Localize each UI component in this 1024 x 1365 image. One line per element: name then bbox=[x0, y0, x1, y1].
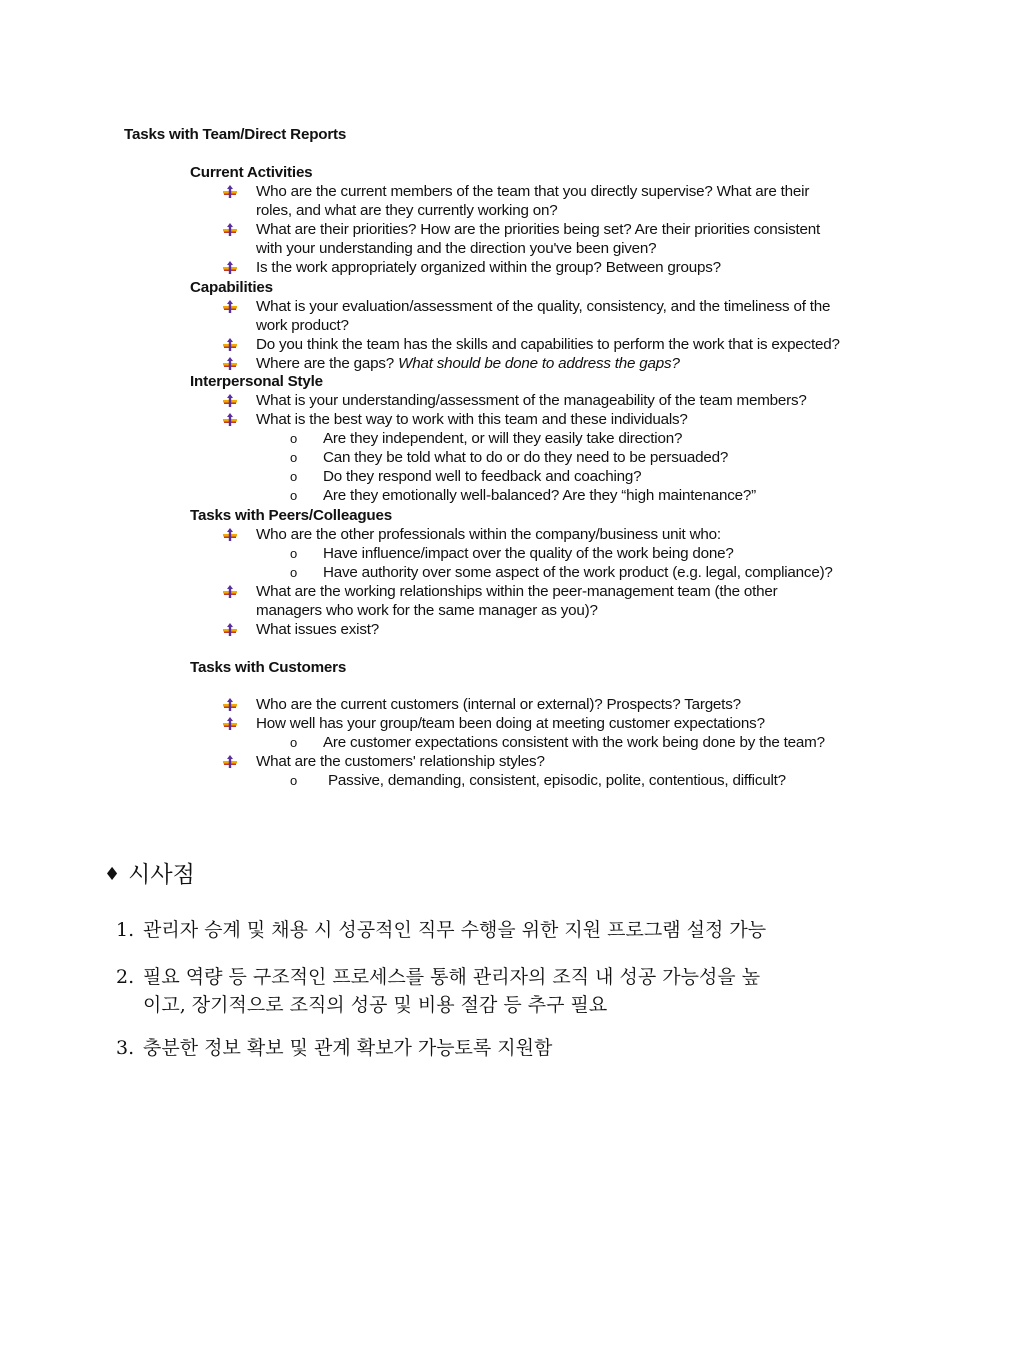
checklist-item-text: What are the working relationships within the peer-management team (the other bbox=[256, 583, 778, 600]
checklist-section bbox=[190, 163, 930, 277]
checklist-section bbox=[190, 278, 930, 373]
checklist-item-line bbox=[256, 582, 930, 601]
circle-bullet-icon: o bbox=[290, 431, 298, 446]
checklist-sub-item bbox=[190, 486, 930, 505]
checklist-item-text: What issues exist? bbox=[256, 621, 380, 638]
circle-bullet-icon: o bbox=[290, 488, 298, 503]
arrow-plus-bullet-icon bbox=[222, 300, 238, 314]
checklist-section bbox=[190, 658, 930, 790]
checklist-item bbox=[190, 620, 930, 639]
checklist-item bbox=[190, 391, 930, 410]
checklist-item bbox=[190, 525, 930, 544]
checklist-item bbox=[190, 354, 930, 373]
checklist-sub-item-text: Are they emotionally well-balanced? Are they “high maintenance?” bbox=[323, 487, 756, 504]
arrow-plus-bullet-icon bbox=[222, 413, 238, 427]
checklist-item-line bbox=[256, 695, 930, 714]
checklist-item bbox=[190, 335, 930, 354]
implications-item-text: 관리자 승계 및 채용 시 성공적인 직무 수행을 위한 지원 프로그램 설정 가능 bbox=[143, 919, 767, 941]
checklist-item-continuation: work product? bbox=[256, 317, 349, 334]
checklist-sub-item-text: Passive, demanding, consistent, episodic, polite, contentious, difficult? bbox=[328, 772, 786, 789]
checklist-item-text: What is the best way to work with this team and these individuals? bbox=[256, 411, 688, 428]
checklist-section bbox=[190, 372, 930, 505]
checklist-sub-item bbox=[190, 771, 930, 790]
checklist-item bbox=[190, 258, 930, 277]
circle-bullet-icon: o bbox=[290, 735, 298, 750]
checklist-item-text: Who are the current members of the team that you directly supervise? What are their bbox=[256, 183, 810, 200]
arrow-plus-bullet-icon bbox=[222, 338, 238, 352]
implications-heading bbox=[104, 860, 195, 890]
checklist-sub-item bbox=[190, 448, 930, 467]
checklist-item-line bbox=[256, 182, 930, 201]
checklist-item bbox=[190, 297, 930, 335]
checklist-sub-item bbox=[190, 429, 930, 448]
checklist-item bbox=[190, 695, 930, 714]
checklist-sub-item-text: Have influence/impact over the quality of the work being done? bbox=[323, 545, 734, 562]
circle-bullet-icon: o bbox=[290, 450, 298, 465]
arrow-plus-bullet-icon bbox=[222, 528, 238, 542]
checklist-item-line bbox=[256, 258, 930, 277]
checklist-item-text: What is your understanding/assessment of the manageability of the team members? bbox=[256, 392, 807, 409]
checklist-item bbox=[190, 220, 930, 258]
checklist-sub-item bbox=[190, 733, 930, 752]
implications-item-number: 2. bbox=[116, 966, 135, 988]
checklist-item-text: What are the customers' relationship styles? bbox=[256, 753, 545, 770]
checklist-item-line bbox=[256, 335, 930, 354]
implications-title: 시사점 bbox=[128, 862, 195, 888]
checklist-item-line bbox=[256, 354, 930, 373]
implications-item-text: 필요 역량 등 구조적인 프로세스를 통해 관리자의 조직 내 성공 가능성을 높 bbox=[143, 966, 761, 988]
circle-bullet-icon: o bbox=[290, 469, 298, 484]
checklist-item-text: How well has your group/team been doing at meeting customer expectations? bbox=[256, 715, 765, 732]
section-heading: Current Activities bbox=[190, 164, 313, 181]
circle-bullet-icon: o bbox=[290, 773, 298, 788]
checklist-sub-item-text: Do they respond well to feedback and coaching? bbox=[323, 468, 642, 485]
checklist-item-line bbox=[256, 714, 930, 733]
checklist-item-continuation: roles, and what are they currently working on? bbox=[256, 202, 558, 219]
section-heading: Interpersonal Style bbox=[190, 373, 323, 390]
checklist-sub-item bbox=[190, 563, 930, 582]
arrow-plus-bullet-icon bbox=[222, 357, 238, 371]
implications-item-1 bbox=[116, 916, 936, 944]
arrow-plus-bullet-icon bbox=[222, 223, 238, 237]
checklist-sub-item-text: Are they independent, or will they easily take direction? bbox=[323, 430, 683, 447]
section-heading: Tasks with Customers bbox=[190, 659, 347, 676]
implications-item-number: 1. bbox=[116, 919, 135, 941]
checklist-item-text: Do you think the team has the skills and capabilities to perform the work that is expected? bbox=[256, 336, 840, 353]
checklist-item-text: What are their priorities? How are the priorities being set? Are their priorities consistent bbox=[256, 221, 821, 238]
arrow-plus-bullet-icon bbox=[222, 698, 238, 712]
checklist-item-line bbox=[256, 391, 930, 410]
document-title: Tasks with Team/Direct Reports bbox=[124, 126, 347, 143]
checklist-item-text: What is your evaluation/assessment of the quality, consistency, and the timeliness of the bbox=[256, 298, 831, 315]
checklist-sub-item bbox=[190, 467, 930, 486]
checklist-item-line bbox=[256, 752, 930, 771]
checklist-item-continuation: managers who work for the same manager as you)? bbox=[256, 602, 598, 619]
checklist-item-text: Is the work appropriately organized within the group? Between groups? bbox=[256, 259, 721, 276]
checklist-item-line bbox=[256, 525, 930, 544]
checklist-item-line bbox=[256, 620, 930, 639]
arrow-plus-bullet-icon bbox=[222, 185, 238, 199]
arrow-plus-bullet-icon bbox=[222, 394, 238, 408]
checklist-item bbox=[190, 182, 930, 220]
checklist-item-line bbox=[256, 410, 930, 429]
arrow-plus-bullet-icon bbox=[222, 755, 238, 769]
checklist-section bbox=[190, 506, 930, 639]
checklist-item bbox=[190, 582, 930, 620]
circle-bullet-icon: o bbox=[290, 546, 298, 561]
implications-item-text-cont: 이고, 장기적으로 조직의 성공 및 비용 절감 등 추구 필요 bbox=[143, 994, 608, 1016]
checklist-item-line bbox=[256, 297, 930, 316]
arrow-plus-bullet-icon bbox=[222, 717, 238, 731]
circle-bullet-icon: o bbox=[290, 565, 298, 580]
checklist-sub-item-text: Can they be told what to do or do they need to be persuaded? bbox=[323, 449, 729, 466]
checklist-sub-item-text: Are customer expectations consistent with the work being done by the team? bbox=[323, 734, 825, 751]
arrow-plus-bullet-icon bbox=[222, 585, 238, 599]
checklist-item-text: Who are the current customers (internal or external)? Prospects? Targets? bbox=[256, 696, 741, 713]
checklist-item-text: Where are the gaps? bbox=[256, 355, 395, 372]
checklist-sub-item bbox=[190, 544, 930, 563]
arrow-plus-bullet-icon bbox=[222, 623, 238, 637]
checklist-item bbox=[190, 410, 930, 429]
checklist-item-text: Who are the other professionals within the company/business unit who: bbox=[256, 526, 721, 543]
checklist-item bbox=[190, 752, 930, 771]
checklist-item-continuation: with your understanding and the direction you've been given? bbox=[256, 240, 657, 257]
diamond-bullet-icon: ♦ bbox=[104, 864, 121, 885]
section-heading: Tasks with Peers/Colleagues bbox=[190, 507, 392, 524]
section-heading: Capabilities bbox=[190, 279, 273, 296]
implications-item-number: 3. bbox=[116, 1037, 135, 1059]
implications-item-2 bbox=[116, 963, 936, 1019]
implications-item-text: 충분한 정보 확보 및 관계 확보가 가능토록 지원함 bbox=[143, 1037, 553, 1059]
checklist-item-line bbox=[256, 220, 930, 239]
implications-item-3 bbox=[116, 1034, 936, 1062]
arrow-plus-bullet-icon bbox=[222, 261, 238, 275]
checklist-item bbox=[190, 714, 930, 733]
checklist-sub-item-text: Have authority over some aspect of the work product (e.g. legal, compliance)? bbox=[323, 564, 833, 581]
checklist-item-italic-text: What should be done to address the gaps? bbox=[398, 355, 680, 372]
